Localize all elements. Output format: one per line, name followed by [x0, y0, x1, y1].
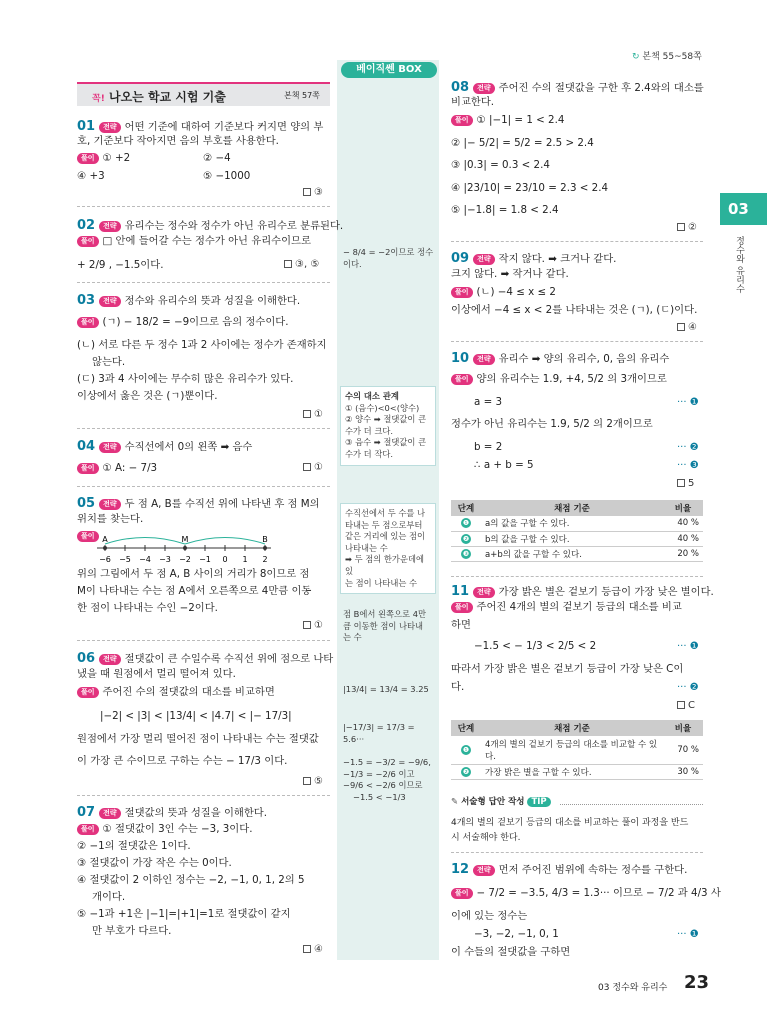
q08-prompt: 08 전략 주어진 수의 절댓값을 구한 후 2.4와의 대소를 — [451, 80, 704, 95]
q03-sol-3: 않는다. — [92, 356, 126, 368]
answer-icon — [677, 701, 685, 709]
q08-answer: ② — [677, 222, 697, 233]
q09-prompt-2: 크지 않다. ➡ 작거나 같다. — [451, 268, 569, 280]
q12-mark-1: ··· ❶ — [677, 929, 699, 940]
q12-prompt: 12 전략 먼저 주어진 범위에 속하는 정수를 구한다. — [451, 862, 688, 877]
answer-icon — [303, 410, 311, 418]
q09-sol-1: 풀이 (ㄴ) −4 ≤ x ≤ 2 — [451, 286, 556, 300]
number-line-point — [103, 546, 107, 550]
scoring-table-11: 단계 채점 기준 비율 ❶ 4개의 별의 겉보기 등급의 대소를 비교할 수 있다. 70 % ❷ 가장 밝은 별을 구할 수 있다. 30 % — [451, 720, 703, 780]
q07-answer: ④ — [303, 944, 323, 955]
divider — [451, 576, 703, 577]
number-line-diagram — [95, 533, 275, 565]
q10-mark-3: ··· ❸ — [677, 460, 699, 471]
q01-prompt: 01 전략 어떤 기준에 대하여 기준보다 커지면 양의 부 — [77, 119, 324, 134]
q08-sol-4: ④ |23/10| = 23/10 = 2.3 < 2.4 — [451, 182, 609, 194]
note-07: −1.5 = −3/2 = −9/6, −1/3 = −2/6 이고 −9/6 < −2/6 이므로 −1.5 < −1/3 — [343, 757, 431, 802]
q06-answer: ⑤ — [303, 776, 323, 787]
chapter-tab-label: 정수와 유리수 — [734, 236, 744, 293]
q12-sol-2: 이에 있는 정수는 — [451, 910, 528, 922]
scoring-table-10: 단계 채점 기준 비율 ❶ a의 값을 구할 수 있다. 40 % ❷ b의 값을 구할 수 있다. 40 % ❸ a+b의 값을 구할 수 있다. 20 % — [451, 500, 703, 562]
divider — [77, 795, 330, 796]
number-line-tick-label: −6 — [99, 555, 111, 564]
q07-sol-3: ③ 절댓값이 가장 작은 수는 0이다. — [77, 857, 232, 869]
note-05: 점 B에서 왼쪽으로 4만 큼 이동한 점이 나타내 는 수 — [343, 609, 427, 643]
table-row: ❷ b의 값을 구할 수 있다. 40 % — [451, 531, 703, 546]
answer-icon — [677, 223, 685, 231]
q11-answer: C — [677, 700, 695, 711]
q12-sol-4: 이 수들의 절댓값을 구하면 — [451, 946, 571, 958]
divider — [451, 241, 703, 242]
divider — [77, 282, 330, 283]
q04-answer: ① — [303, 462, 323, 473]
q05-sol-2: M이 나타내는 수는 점 A에서 오른쪽으로 4만큼 이동 — [77, 585, 312, 597]
compare-item: ③ 음수 ➡ 절댓값이 큰 수가 더 작다. — [345, 437, 427, 460]
q11-sol-4: 따라서 가장 밝은 별은 겉보기 등급이 가장 낮은 C이 — [451, 663, 684, 675]
q01-choices-1: 풀이 ① +2 — [77, 152, 130, 166]
tip-text-1: 4개의 별의 겉보기 등급의 대소를 비교하는 풀이 과정을 반드 — [451, 818, 689, 828]
q11-mark-1: ··· ❶ — [677, 641, 699, 652]
number-line-tick-label: 2 — [262, 555, 268, 564]
compare-item: ① (음수)<0<(양수) — [345, 402, 420, 413]
answer-icon — [303, 777, 311, 785]
table-row: ❸ a+b의 값을 구할 수 있다. 20 % — [451, 546, 703, 561]
tip-text-2: 시 서술해야 한다. — [451, 833, 521, 843]
q07-sol-1: 풀이 ① 절댓값이 3인 수는 −3, 3이다. — [77, 823, 252, 837]
q09-prompt: 09 전략 작지 않다. ➡ 크거나 같다. — [451, 251, 617, 266]
q03-sol-2: (ㄴ) 서로 다른 두 정수 1과 2 사이에는 정수가 존재하지 — [77, 339, 327, 351]
q11-sol-1: 풀이 주어진 4개의 별의 겉보기 등급의 대소를 비교 — [451, 601, 682, 615]
q09-answer: ④ — [677, 322, 697, 333]
q11-sol-2: 하면 — [451, 619, 471, 631]
q04-prompt: 04 전략 수직선에서 0의 왼쪽 ➡ 음수 — [77, 439, 253, 454]
q07-prompt: 07 전략 절댓값의 뜻과 성질을 이해한다. — [77, 805, 268, 820]
chapter-tab[interactable]: 03 — [720, 193, 767, 225]
q03-prompt: 03 전략 정수와 유리수의 뜻과 성질을 이해한다. — [77, 293, 301, 308]
q01-choice-2: ② −4 — [203, 152, 231, 164]
q08-sol-1: 풀이 ① |−1| = 1 < 2.4 — [451, 114, 564, 128]
number-line-tick-label: −4 — [139, 555, 151, 564]
q05-sol-label: 풀이 — [77, 530, 103, 544]
number-line-point — [183, 546, 187, 550]
q06-sol-2: |−2| < |3| < |13/4| < |4.7| < |− 17/3| — [100, 710, 292, 722]
q11-mark-2: ··· ❷ — [677, 682, 699, 693]
number-line-tick-label: 0 — [222, 555, 228, 564]
answer-icon — [284, 260, 292, 268]
q05-sol-1: 위의 그림에서 두 점 A, B 사이의 거리가 8이므로 점 — [77, 568, 310, 580]
q10-mark-1: ··· ❶ — [677, 397, 699, 408]
q07-sol-6: ⑤ −1과 +1은 |−1|=|+1|=1로 절댓값이 같지 — [77, 908, 291, 920]
q12-sol-1: 풀이 − 7/2 = −3.5, 4/3 = 1.3··· 이므로 − 7/2 과 4/3 사 — [451, 887, 721, 901]
q07-sol-7: 만 부호가 다르다. — [92, 925, 172, 937]
page-number: 23 — [684, 972, 710, 993]
divider — [77, 640, 330, 641]
q01-choice-5: ⑤ −1000 — [203, 170, 251, 182]
table-row: ❷ 가장 밝은 별을 구할 수 있다. 30 % — [451, 764, 703, 779]
q10-mark-2: ··· ❷ — [677, 442, 699, 453]
q08-sol-5: ⑤ |−1.8| = 1.8 < 2.4 — [451, 204, 559, 216]
q03-answer: ① — [303, 409, 323, 420]
divider — [451, 341, 703, 342]
q03-sol-5: 이상에서 옳은 것은 (ㄱ)뿐이다. — [77, 390, 218, 402]
compare-item: ② 양수 ➡ 절댓값이 큰 수가 더 크다. — [345, 414, 427, 436]
arc-a-m — [105, 538, 185, 545]
q10-answer: 5 — [677, 478, 694, 489]
q10-prompt: 10 전략 유리수 ➡ 양의 유리수, 0, 음의 유리수 — [451, 351, 670, 366]
q06-sol-3: 원점에서 가장 멀리 떨어진 점이 나타내는 수는 절댓값 — [77, 733, 319, 745]
number-line-point-label: A — [102, 535, 108, 544]
compare-title: 수의 대소 관계 — [345, 391, 399, 401]
q07-sol-4: ④ 절댓값이 2 이하인 정수는 −2, −1, 0, 1, 2의 5 — [77, 874, 305, 886]
q06-sol-1: 풀이 주어진 수의 절댓값의 대소를 비교하면 — [77, 686, 275, 700]
footer-chapter: 03 정수와 유리수 — [598, 983, 668, 993]
divider — [451, 852, 703, 853]
number-line-point-label: M — [181, 535, 189, 544]
page-reference: ↻ 본책 55~58쪽 — [632, 52, 702, 62]
q08-sol-2: ② |− 5/2| = 5/2 = 2.5 > 2.4 — [451, 137, 594, 149]
q10-sol-3: 정수가 아닌 유리수는 1.9, 5/2 의 2개이므로 — [451, 418, 653, 430]
q01-prompt-2: 호, 기준보다 작아지면 음의 부호를 사용한다. — [77, 135, 279, 147]
number-line-tick-label: 1 — [242, 555, 248, 564]
note-02: − 8/4 = −2이므로 정수이다. — [343, 247, 434, 269]
number-line-point-label: B — [262, 535, 268, 544]
answer-icon — [303, 463, 311, 471]
tip-badge: TIP — [527, 797, 550, 807]
answer-icon — [677, 323, 685, 331]
table-row: ❶ a의 값을 구할 수 있다. 40 % — [451, 516, 703, 531]
q11-prompt: 11 전략 가장 밝은 별은 겉보기 등급이 가장 낮은 별이다. — [451, 584, 714, 599]
answer-icon — [303, 621, 311, 629]
q07-sol-5: 개이다. — [92, 891, 126, 903]
divider — [77, 428, 330, 429]
q02-answer: ③, ⑤ — [284, 259, 319, 270]
q05-sol-3: 한 점이 나타내는 수인 −2이다. — [77, 602, 218, 614]
q02-prompt: 02 전략 유리수는 정수와 정수가 아닌 유리수로 분류된다. — [77, 218, 344, 233]
q10-sol-2: a = 3 — [474, 396, 503, 408]
q06-prompt: 06 전략 절댓값이 큰 수일수록 수직선 위에 점으로 나타 — [77, 651, 334, 666]
divider — [77, 486, 330, 487]
refresh-icon: ↻ — [632, 52, 640, 62]
q01-answer: ③ — [303, 187, 323, 198]
q04-sol-1: 풀이 ① A: − 7/3 — [77, 462, 157, 476]
number-line-tick-label: −5 — [119, 555, 131, 564]
answer-icon — [677, 479, 685, 487]
q08-prompt-2: 비교한다. — [451, 96, 495, 108]
q03-sol-1: 풀이 (ㄱ) − 18/2 = −9이므로 음의 정수이다. — [77, 316, 289, 330]
section-title-ref: 본책 57쪽 — [284, 91, 320, 100]
q11-sol-3: −1.5 < − 1/3 < 2/5 < 2 — [474, 640, 597, 652]
note-06a: |13/4| = 13/4 = 3.25 — [343, 684, 429, 694]
divider — [77, 206, 330, 207]
tip-dots — [560, 804, 703, 805]
q06-sol-4: 이 가장 큰 수이므로 구하는 수는 − 17/3 이다. — [77, 755, 288, 767]
q09-sol-2: 이상에서 −4 ≤ x < 2를 나타내는 것은 (ㄱ), (ㄷ)이다. — [451, 304, 698, 316]
tip-header: ✎ 서술형 답안 작성 TIP — [451, 797, 551, 808]
section-title: 꼭! 나오는 학교 시험 기출 — [92, 90, 226, 104]
number-line-tick-label: −3 — [159, 555, 171, 564]
q12-sol-3: −3, −2, −1, 0, 1 — [474, 928, 559, 940]
arc-m-b — [185, 538, 265, 545]
q08-sol-3: ③ |0.3| = 0.3 < 2.4 — [451, 159, 550, 171]
q01-choice-4: ④ +3 — [77, 170, 105, 182]
q05-answer: ① — [303, 620, 323, 631]
q11-sol-5: 다. — [451, 681, 465, 693]
q10-sol-1: 풀이 양의 유리수는 1.9, +4, 5/2 의 3개이므로 — [451, 373, 667, 387]
note-06b: |−17/3| = 17/3 = 5.6··· — [343, 722, 415, 744]
pencil-icon: ✎ — [451, 797, 459, 807]
box-title: 베이직쎈 BOX — [341, 62, 437, 78]
q02-sol-2: + 2/9 , −1.5이다. — [77, 259, 164, 271]
answer-icon — [303, 945, 311, 953]
number-line-point — [263, 546, 267, 550]
q06-prompt-2: 냈을 때 원점에서 멀리 떨어져 있다. — [77, 668, 236, 680]
answer-icon — [303, 188, 311, 196]
q07-sol-2: ② −1의 절댓값은 1이다. — [77, 840, 191, 852]
q05-prompt: 05 전략 두 점 A, B를 수직선 위에 나타낸 후 점 M의 — [77, 496, 320, 511]
q03-sol-4: (ㄷ) 3과 4 사이에는 무수히 많은 유리수가 있다. — [77, 373, 294, 385]
q10-sol-5: ∴ a + b = 5 — [474, 459, 534, 471]
number-line-tick-label: −1 — [199, 555, 211, 564]
compare-box — [340, 386, 436, 466]
q05-prompt-2: 위치를 찾는다. — [77, 513, 144, 525]
q10-sol-4: b = 2 — [474, 441, 503, 453]
q02-sol-1: 풀이 □ 안에 들어갈 수는 정수가 아닌 유리수이므로 — [77, 235, 311, 249]
number-line-tick-label: −2 — [179, 555, 191, 564]
midpoint-box: 수직선에서 두 수를 나 타내는 두 점으로부터 같은 거리에 있는 점이 나타내는 수 ➡ 두 점의 한가운데에 있 는 점이 나타내는 수 — [340, 503, 436, 594]
table-row: ❶ 4개의 별의 겉보기 등급의 대소를 비교할 수 있다. 70 % — [451, 736, 703, 764]
